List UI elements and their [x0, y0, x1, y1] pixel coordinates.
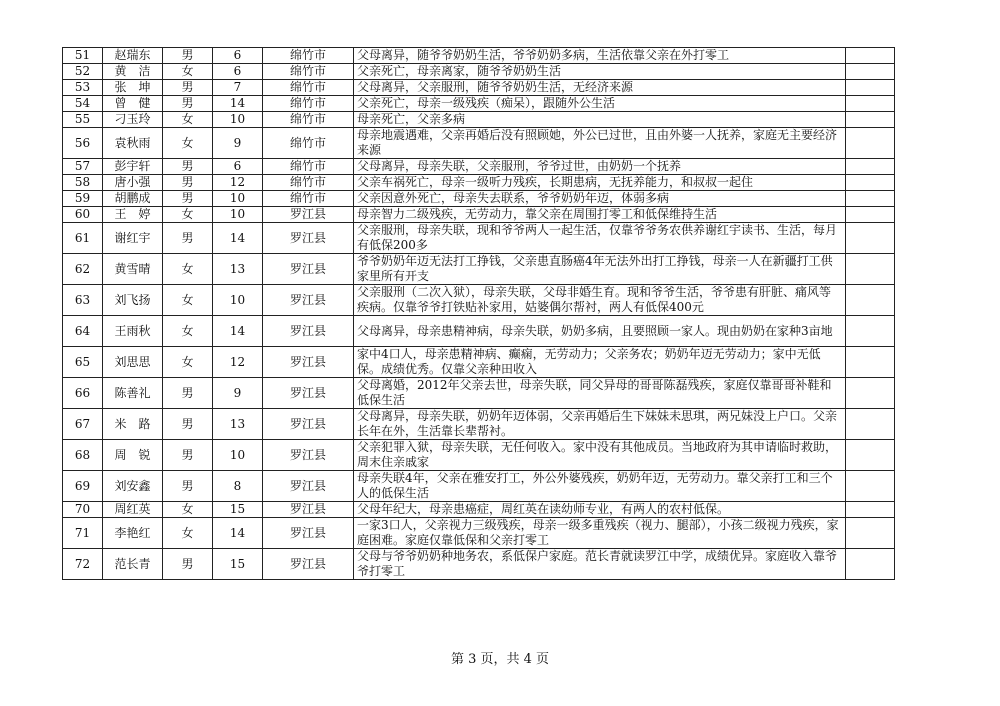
remarks-cell	[846, 64, 895, 80]
child-sex-cell: 女	[163, 112, 213, 128]
child-sex-cell: 女	[163, 316, 213, 347]
table-row	[63, 254, 895, 285]
family-situation-cell: 父亲因意外死亡，母亲失去联系，爷爷奶奶年迈，体弱多病	[354, 191, 846, 207]
child-name-cell: 胡鹏成	[103, 191, 163, 207]
remarks-cell	[846, 48, 895, 64]
child-age-cell: 8	[213, 471, 263, 502]
child-name-cell: 米 路	[103, 409, 163, 440]
row-number-cell: 72	[63, 549, 103, 580]
row-number-cell: 59	[63, 191, 103, 207]
child-name-cell: 黄 洁	[103, 64, 163, 80]
child-sex-cell: 男	[163, 96, 213, 112]
child-age-cell: 14	[213, 96, 263, 112]
child-age-cell: 14	[213, 316, 263, 347]
child-sex-cell: 男	[163, 159, 213, 175]
child-location-cell: 绵竹市	[263, 96, 354, 112]
child-sex-cell: 女	[163, 285, 213, 316]
child-sex-cell: 女	[163, 64, 213, 80]
row-number-cell: 65	[63, 347, 103, 378]
child-name-cell: 黄雪晴	[103, 254, 163, 285]
family-situation-cell: 父亲死亡，母亲一级残疾（痴呆），跟随外公生活	[354, 96, 846, 112]
child-location-cell: 罗江县	[263, 471, 354, 502]
child-location-cell: 罗江县	[263, 518, 354, 549]
child-sex-cell: 女	[163, 207, 213, 223]
table-row	[63, 409, 895, 440]
child-name-cell: 刘思思	[103, 347, 163, 378]
child-age-cell: 6	[213, 159, 263, 175]
row-number-cell: 61	[63, 223, 103, 254]
family-situation-cell: 父母离异，随爷爷奶奶生活，爷爷奶奶多病，生活依靠父亲在外打零工	[354, 48, 846, 64]
table-row	[63, 64, 895, 80]
child-location-cell: 罗江县	[263, 409, 354, 440]
child-location-cell: 罗江县	[263, 223, 354, 254]
remarks-cell	[846, 440, 895, 471]
child-name-cell: 周红英	[103, 502, 163, 518]
remarks-cell	[846, 207, 895, 223]
child-location-cell: 绵竹市	[263, 48, 354, 64]
child-name-cell: 谢红宇	[103, 223, 163, 254]
row-number-cell: 70	[63, 502, 103, 518]
child-location-cell: 绵竹市	[263, 191, 354, 207]
child-name-cell: 周 锐	[103, 440, 163, 471]
family-situation-cell: 父母年纪大，母亲患癌症，周红英在读幼师专业，有两人的农村低保。	[354, 502, 846, 518]
family-situation-cell: 父亲车祸死亡，母亲一级听力残疾，长期患病，无抚养能力，和叔叔一起住	[354, 175, 846, 191]
family-situation-cell: 家中4口人，母亲患精神病、癫痫，无劳动力；父亲务农；奶奶年迈无劳动力；家中无低保。成绩优秀。仅靠父亲种田收入	[354, 347, 846, 378]
row-number-cell: 56	[63, 128, 103, 159]
child-location-cell: 罗江县	[263, 549, 354, 580]
table-row	[63, 471, 895, 502]
child-age-cell: 13	[213, 254, 263, 285]
child-name-cell: 袁秋雨	[103, 128, 163, 159]
row-number-cell: 53	[63, 80, 103, 96]
remarks-cell	[846, 409, 895, 440]
child-age-cell: 9	[213, 378, 263, 409]
child-age-cell: 10	[213, 440, 263, 471]
row-number-cell: 64	[63, 316, 103, 347]
child-sex-cell: 男	[163, 48, 213, 64]
family-situation-cell: 母亲失联4年，父亲在雅安打工，外公外婆残疾，奶奶年迈，无劳动力。靠父亲打工和三个人的低保生活	[354, 471, 846, 502]
child-location-cell: 罗江县	[263, 378, 354, 409]
child-sex-cell: 男	[163, 471, 213, 502]
page-footer: 第 3 页，共 4 页	[450, 652, 550, 667]
family-situation-cell: 父母离异，母亲失联，父亲服刑，爷爷过世，由奶奶一个抚养	[354, 159, 846, 175]
family-situation-cell: 一家3口人，父亲视力三级残疾，母亲一级多重残疾（视力、腿部），小孩二级视力残疾，家庭困难。家庭仅靠低保和父亲打零工	[354, 518, 846, 549]
child-location-cell: 罗江县	[263, 316, 354, 347]
family-situation-cell: 父母离异，母亲失联，奶奶年迈体弱，父亲再婚后生下妹妹未思琪，两兄妹没上户口。父亲长年在外，生活靠长辈帮衬。	[354, 409, 846, 440]
child-age-cell: 12	[213, 175, 263, 191]
row-number-cell: 63	[63, 285, 103, 316]
row-number-cell: 58	[63, 175, 103, 191]
child-name-cell: 彭宇轩	[103, 159, 163, 175]
child-sex-cell: 男	[163, 223, 213, 254]
child-age-cell: 6	[213, 48, 263, 64]
child-age-cell: 10	[213, 191, 263, 207]
child-sex-cell: 女	[163, 347, 213, 378]
remarks-cell	[846, 96, 895, 112]
family-situation-cell: 父亲犯罪入狱，母亲失联，无任何收入。家中没有其他成员。当地政府为其申请临时救助，周末住亲戚家	[354, 440, 846, 471]
row-number-cell: 62	[63, 254, 103, 285]
child-location-cell: 绵竹市	[263, 112, 354, 128]
child-sex-cell: 男	[163, 440, 213, 471]
child-location-cell: 罗江县	[263, 347, 354, 378]
child-age-cell: 14	[213, 518, 263, 549]
child-location-cell: 罗江县	[263, 502, 354, 518]
table-row	[63, 347, 895, 378]
child-name-cell: 唐小强	[103, 175, 163, 191]
remarks-cell	[846, 549, 895, 580]
table-row	[63, 440, 895, 471]
row-number-cell: 57	[63, 159, 103, 175]
remarks-cell	[846, 378, 895, 409]
family-situation-cell: 母亲智力二级残疾，无劳动力，靠父亲在周围打零工和低保维持生活	[354, 207, 846, 223]
child-age-cell: 9	[213, 128, 263, 159]
family-situation-cell: 父母离异，父亲服刑，随爷爷奶奶生活，无经济来源	[354, 80, 846, 96]
child-name-cell: 赵瑞东	[103, 48, 163, 64]
family-situation-cell: 爷爷奶奶年迈无法打工挣钱，父亲患直肠癌4年无法外出打工挣钱，母亲一人在新疆打工供家里所有开支	[354, 254, 846, 285]
child-age-cell: 10	[213, 285, 263, 316]
child-sex-cell: 女	[163, 518, 213, 549]
remarks-cell	[846, 112, 895, 128]
roster-body	[63, 48, 895, 580]
family-situation-cell: 父母与爷爷奶奶种地务农，系低保户家庭。范长青就读罗江中学，成绩优异。家庭收入靠爷爷打零工	[354, 549, 846, 580]
child-age-cell: 15	[213, 502, 263, 518]
child-name-cell: 刘安鑫	[103, 471, 163, 502]
child-location-cell: 罗江县	[263, 254, 354, 285]
table-row	[63, 175, 895, 191]
table-row	[63, 518, 895, 549]
child-name-cell: 刘飞扬	[103, 285, 163, 316]
child-location-cell: 绵竹市	[263, 175, 354, 191]
row-number-cell: 67	[63, 409, 103, 440]
child-age-cell: 14	[213, 223, 263, 254]
child-location-cell: 绵竹市	[263, 80, 354, 96]
family-situation-cell: 父亲服刑，母亲失联，现和爷爷两人一起生活，仅靠爷爷务农供养谢红宇读书、生活，每月有低保200多	[354, 223, 846, 254]
child-name-cell: 刁玉玲	[103, 112, 163, 128]
remarks-cell	[846, 471, 895, 502]
child-age-cell: 10	[213, 112, 263, 128]
table-row	[63, 80, 895, 96]
remarks-cell	[846, 128, 895, 159]
remarks-cell	[846, 285, 895, 316]
child-name-cell: 王 婷	[103, 207, 163, 223]
table-row	[63, 128, 895, 159]
child-sex-cell: 男	[163, 549, 213, 580]
child-location-cell: 绵竹市	[263, 64, 354, 80]
child-name-cell: 范长青	[103, 549, 163, 580]
table-row	[63, 159, 895, 175]
table-row	[63, 502, 895, 518]
child-name-cell: 李艳红	[103, 518, 163, 549]
child-age-cell: 6	[213, 64, 263, 80]
child-age-cell: 13	[213, 409, 263, 440]
row-number-cell: 68	[63, 440, 103, 471]
roster-table	[62, 47, 895, 580]
child-sex-cell: 女	[163, 254, 213, 285]
row-number-cell: 52	[63, 64, 103, 80]
child-name-cell: 陈善礼	[103, 378, 163, 409]
family-situation-cell: 父母离婚，2012年父亲去世，母亲失联，同父异母的哥哥陈磊残疾，家庭仅靠哥哥补鞋和低保生活	[354, 378, 846, 409]
row-number-cell: 71	[63, 518, 103, 549]
child-sex-cell: 女	[163, 128, 213, 159]
row-number-cell: 60	[63, 207, 103, 223]
row-number-cell: 66	[63, 378, 103, 409]
child-location-cell: 罗江县	[263, 440, 354, 471]
child-sex-cell: 男	[163, 80, 213, 96]
child-name-cell: 张 坤	[103, 80, 163, 96]
table-row	[63, 316, 895, 347]
table-row	[63, 207, 895, 223]
table-row	[63, 191, 895, 207]
remarks-cell	[846, 347, 895, 378]
child-sex-cell: 男	[163, 409, 213, 440]
row-number-cell: 69	[63, 471, 103, 502]
child-age-cell: 12	[213, 347, 263, 378]
family-situation-cell: 父亲服刑（二次入狱），母亲失联，父母非婚生育。现和爷爷生活，爷爷患有肝脏、痛风等疾病。仅靠爷爷打铁贴补家用，姑婆偶尔帮衬，两人有低保400元	[354, 285, 846, 316]
table-row	[63, 48, 895, 64]
child-sex-cell: 男	[163, 378, 213, 409]
family-situation-cell: 父母离异，母亲患精神病，母亲失联，奶奶多病，且要照顾一家人。现由奶奶在家种3亩地	[354, 316, 846, 347]
remarks-cell	[846, 316, 895, 347]
remarks-cell	[846, 223, 895, 254]
table-row	[63, 549, 895, 580]
row-number-cell: 54	[63, 96, 103, 112]
child-sex-cell: 男	[163, 191, 213, 207]
table-row	[63, 223, 895, 254]
family-situation-cell: 父亲死亡，母亲离家，随爷爷奶奶生活	[354, 64, 846, 80]
remarks-cell	[846, 191, 895, 207]
remarks-cell	[846, 518, 895, 549]
row-number-cell: 51	[63, 48, 103, 64]
child-name-cell: 王雨秋	[103, 316, 163, 347]
remarks-cell	[846, 159, 895, 175]
child-location-cell: 绵竹市	[263, 159, 354, 175]
child-age-cell: 10	[213, 207, 263, 223]
child-location-cell: 绵竹市	[263, 128, 354, 159]
family-situation-cell: 母亲地震遇难，父亲再婚后没有照顾她，外公已过世，且由外婆一人抚养，家庭无主要经济来源	[354, 128, 846, 159]
table-row	[63, 96, 895, 112]
remarks-cell	[846, 502, 895, 518]
child-sex-cell: 男	[163, 175, 213, 191]
remarks-cell	[846, 175, 895, 191]
table-row	[63, 112, 895, 128]
child-name-cell: 曾 健	[103, 96, 163, 112]
row-number-cell: 55	[63, 112, 103, 128]
child-location-cell: 罗江县	[263, 285, 354, 316]
remarks-cell	[846, 254, 895, 285]
child-sex-cell: 女	[163, 502, 213, 518]
child-age-cell: 7	[213, 80, 263, 96]
child-location-cell: 罗江县	[263, 207, 354, 223]
remarks-cell	[846, 80, 895, 96]
family-situation-cell: 母亲死亡，父亲多病	[354, 112, 846, 128]
child-age-cell: 15	[213, 549, 263, 580]
table-row	[63, 285, 895, 316]
table-row	[63, 378, 895, 409]
